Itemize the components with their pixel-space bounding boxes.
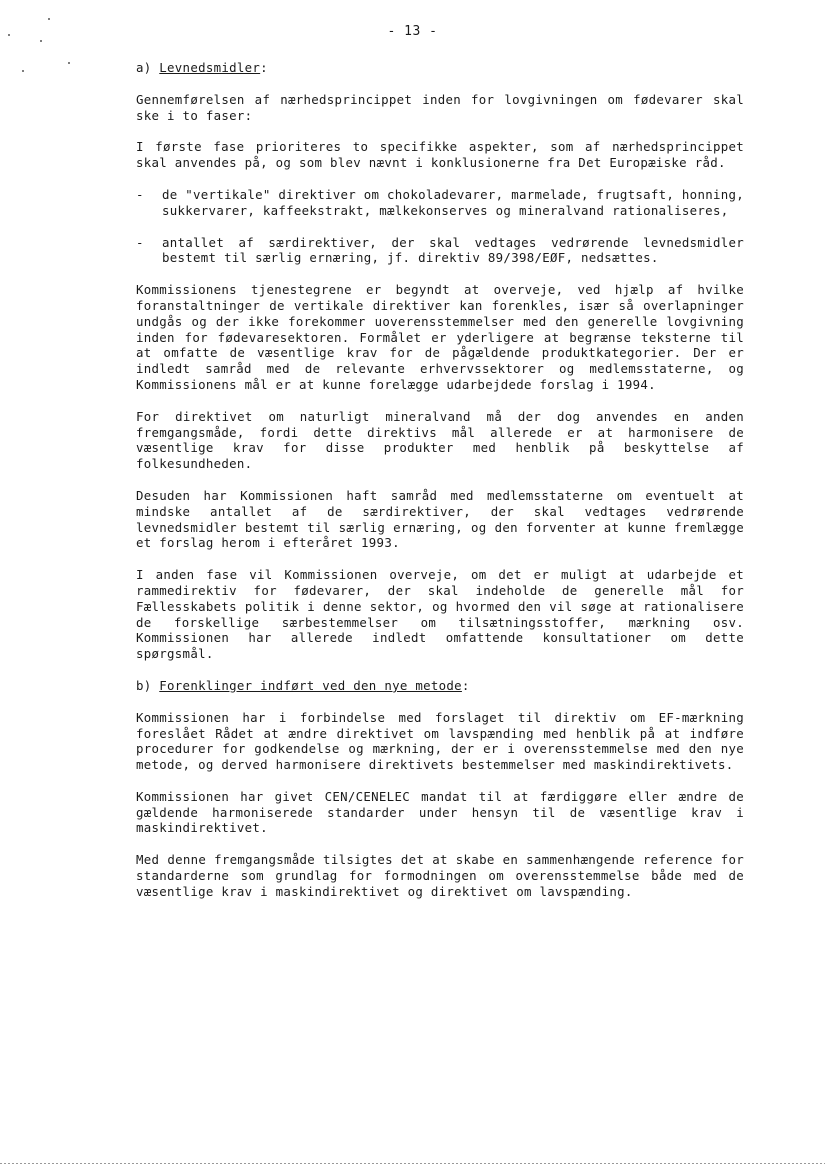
bullet-item [136, 235, 744, 267]
paragraph: Kommissionen har givet CEN/CENELEC mandat til at færdiggøre eller ændre de gældende harmoniserede standarder under hensyn til de væsentlige krav i maskindirektivet. [136, 788, 744, 836]
paragraph: Gennemførelsen af nærhedsprincippet inden for lovgivningen om fødevarer skal ske i to faser: [136, 91, 744, 123]
bullet-item [136, 187, 744, 219]
paragraph: Kommissionens tjenestegrene er begyndt at overveje, ved hjælp af hvilke foranstaltninger de vertikale direktiver kan forenkles, især så overlapninger undgås og der ikke forekommer uoverensstemmelser med den generelle lovgivning inden for fødevaresektoren. Formålet er yderligere at begrænse teksterne til at omfatte de væsentlige krav for de pågældende produktkategorier. Der er indledt samråd med de relevante erhvervssektorer og medlemsstaterne, og Kommissionens mål er at kunne forelægge udarbejdede forslag i 1994. [136, 282, 744, 392]
scan-edge-line [0, 1163, 825, 1164]
section-b-suffix: : [461, 677, 470, 693]
scan-speck [48, 18, 50, 20]
scan-speck [22, 70, 24, 72]
bullet-text: antallet af særdirektiver, der skal vedtages vedrørende levnedsmidler bestemt til særlig ernæring, jf. direktiv 89/398/EØF, nedsættes. [162, 234, 744, 266]
paragraph: I anden fase vil Kommissionen overveje, om det er muligt at udarbejde et rammedirektiv for fødevarer, der skal indeholde de generelle mål for Fællesskabets politik i denne sektor, og hvormed den vil søge at rationalisere de forskellige særbestemmelser om tilsætningsstoffer, mærkning osv. Kommissionen har allerede indledt omfattende konsultationer om dette spørgsmål. [136, 567, 744, 662]
page-number: - 13 - [387, 24, 438, 39]
section-a-heading [136, 60, 744, 76]
bullet-text: de "vertikale" direktiver om chokoladevarer, marmelade, frugtsaft, honning, sukkervarer, kaffeekstrakt, mælkekonserves og mineralvand rationaliseres, [162, 186, 744, 218]
bullet-dash: - [136, 234, 144, 250]
paragraph: Med denne fremgangsmåde tilsigtes det at skabe en sammenhængende reference for standarderne som grundlag for formodningen om overensstemmelse både med de væsentlige krav i maskindirektivet og direktivet om lavspænding. [136, 852, 744, 899]
scan-speck [40, 40, 42, 42]
document-body [136, 60, 744, 916]
section-b-title: Forenklinger indført ved den nye metode [159, 677, 462, 693]
bullet-dash: - [136, 186, 144, 202]
section-b-label: b) [136, 677, 160, 693]
section-a-title: Levnedsmidler [159, 60, 261, 75]
section-b-heading [136, 678, 744, 694]
paragraph: For direktivet om naturligt mineralvand må der dog anvendes en anden fremgangsmåde, fordi dette direktivs mål allerede er at harmonisere de væsentlige krav for disse produkter med henblik på beskyttelse af folkesundheden. [136, 408, 744, 472]
section-a-label: a) [136, 60, 160, 75]
scan-speck [68, 62, 70, 64]
paragraph: Desuden har Kommissionen haft samråd med medlemsstaterne om eventuelt at mindske antallet af de særdirektiver, der skal vedtages vedrørende levnedsmidler bestemt til særlig ernæring, og den forventer at kunne fremlægge et forslag herom i efteråret 1993. [136, 487, 744, 551]
paragraph: Kommissionen har i forbindelse med forslaget til direktiv om EF-mærkning foreslået Rådet at ændre direktivet om lavspænding med henblik på at indføre procedurer for godkendelse og mærkning, der er i overensstemmelse med den nye metode, og derved harmonisere direktivets bestemmelser med maskindirektivets. [136, 709, 744, 773]
section-a-suffix: : [260, 60, 268, 75]
paragraph: I første fase prioriteres to specifikke aspekter, som af nærhedsprincippet skal anvendes på, og som blev nævnt i konklusionerne fra Det Europæiske råd. [136, 139, 744, 171]
